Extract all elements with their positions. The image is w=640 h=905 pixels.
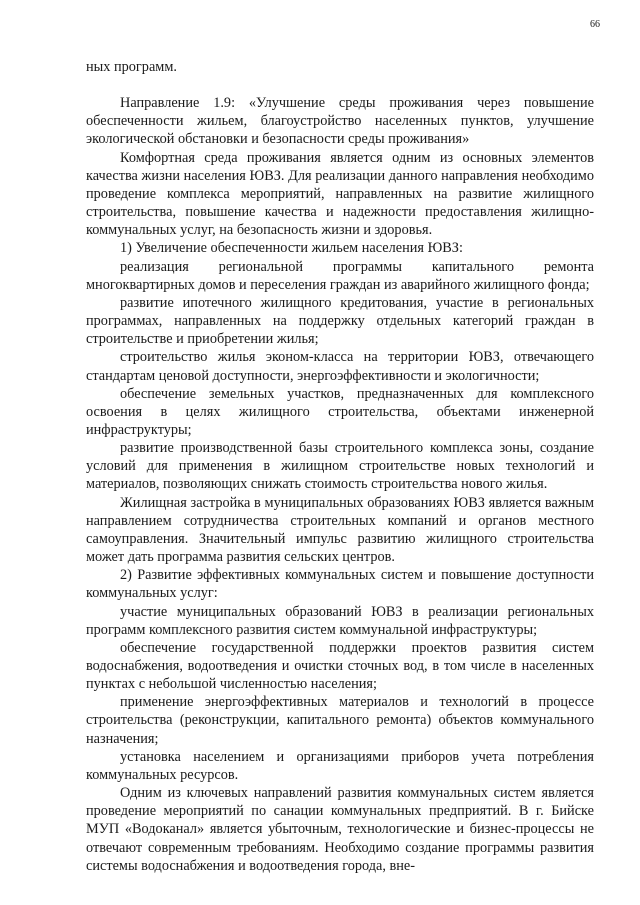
- list-item: обеспечение земельных участков, предназначенных для комплексного освоения в целях жилищного строительства, объектами инженерной инфраструктуры;: [86, 385, 594, 438]
- list-item: обеспечение государственной поддержки проектов развития систем водоснабжения, водоотведения и очистки сточных вод, в том числе в населенных пунктах с небольшой численностью населения;: [86, 639, 594, 693]
- page-number: 66: [590, 19, 600, 30]
- section-heading-1-9: Направление 1.9: «Улучшение среды проживания через повышение обеспеченности жильем, благоустройство населенных пунктов, улучшение экологической обстановки и безопасности среды проживания»: [86, 95, 594, 148]
- list-heading-housing: 1) Увеличение обеспеченности жильем населения ЮВЗ:: [120, 240, 463, 257]
- paragraph-continuation: ных программ.: [86, 59, 177, 75]
- list-item: установка населением и организациями приборов учета потребления коммунальных ресурсов.: [86, 748, 594, 783]
- list-item: развитие производственной базы строительного комплекса зоны, создание условий для применения в жилищном строительстве новых технологий и материалов, позволяющих снижать стоимость строительства нового жилья.: [86, 440, 594, 493]
- paragraph-comfortable-environment: Комфортная среда проживания является одним из основных элементов качества жизни населения ЮВЗ. Для реализации данного направления необходимо проведение комплекса мероприятий, направленных на развитие жилищного строительства, повышение качества и надежности предоставления жилищно-коммунальных услуг, на безопасность жизни и здоровья.: [86, 149, 594, 239]
- list-heading-utilities: 2) Развитие эффективных коммунальных систем и повышение доступности коммунальных услуг:: [86, 567, 594, 602]
- list-item: участие муниципальных образований ЮВЗ в реализации региональных программ комплексного развития систем коммунальной инфраструктуры;: [86, 603, 594, 638]
- list-item: реализация региональной программы капитального ремонта многоквартирных домов и переселения граждан из аварийного жилищного фонда;: [86, 258, 594, 293]
- document-body: [86, 58, 594, 875]
- list-item: применение энергоэффективных материалов и технологий в процессе строительства (реконструкции, капитального ремонта) объектов коммунального назначения;: [86, 694, 594, 747]
- paragraph-housing-development: Жилищная застройка в муниципальных образованиях ЮВЗ является важным направлением сотрудничества строительных компаний и органов местного самоуправления. Значительный импульс развитию жилищного строительства может дать программа развития сельских центров.: [86, 494, 594, 566]
- paragraph-utility-sanitation: Одним из ключевых направлений развития коммунальных систем является проведение мероприятий по санации коммунальных предприятий. В г. Бийске МУП «Водоканал» является убыточным, технологические и бизнес-процессы не отвечают современным требованиям. Необходимо создание программы развития системы водоснабжения и водоотведения города, вне-: [86, 785, 594, 874]
- list-item: развитие ипотечного жилищного кредитования, участие в региональных программах, направленных на поддержку отдельных категорий граждан в строительстве и приобретении жилья;: [86, 294, 594, 348]
- list-item: строительство жилья эконом-класса на территории ЮВЗ, отвечающего стандартам ценовой доступности, энергоэффективности и экологичности;: [86, 349, 594, 384]
